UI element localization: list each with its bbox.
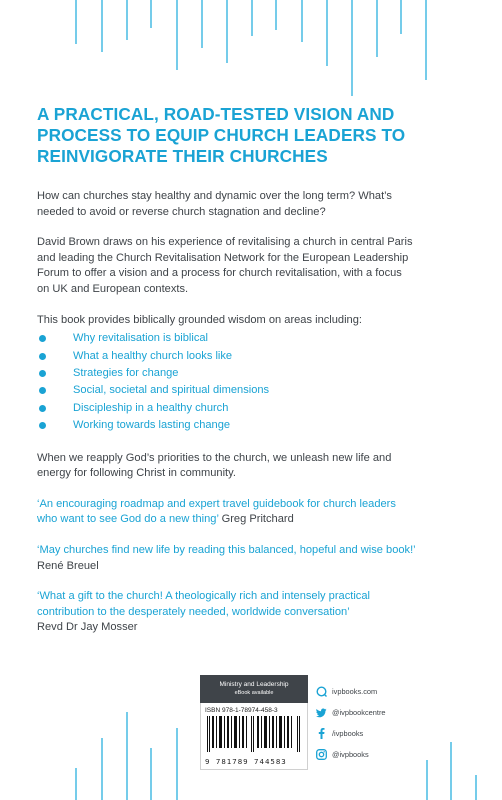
provides-paragraph: [37, 313, 467, 329]
list-item: [37, 400, 467, 417]
bullet-dot-icon: [39, 353, 46, 360]
text-line: on UK and European contexts.: [37, 282, 189, 295]
quote-text: ‘May churches find new life by reading this balanced, hopeful and wise book!’: [37, 543, 416, 556]
barcode-panel: [200, 675, 308, 770]
list-item-label: What a healthy church looks like: [73, 349, 233, 362]
barcode-icon: [205, 716, 303, 752]
list-item-label: Strategies for change: [73, 366, 179, 379]
facebook-icon: [316, 728, 327, 739]
bullet-dot-icon: [39, 405, 46, 412]
text-line: Forum to offer a vision and a process for church revitalisation, with a focus: [37, 267, 402, 280]
social-row: [316, 681, 386, 702]
quote-text: who want to see God do a new thing’: [37, 513, 219, 526]
list-item: [37, 348, 467, 365]
list-item: [37, 365, 467, 382]
list-item-label: Why revitalisation is biblical: [73, 332, 209, 345]
category-text: Ministry and Leadership: [219, 681, 289, 688]
headline-line: PROCESS TO EQUIP CHURCH LEADERS TO: [37, 125, 406, 145]
headline-line: REINVIGORATE THEIR CHURCHES: [37, 146, 328, 166]
list-item-label: Discipleship in a healthy church: [73, 401, 229, 414]
quote-attribution: Greg Pritchard: [218, 513, 294, 526]
endorsement-quote: [37, 543, 467, 574]
list-item: [37, 382, 467, 399]
text-line: How can churches stay healthy and dynamic over the long term? What’s: [37, 190, 392, 202]
instagram-handle: @ivpbooks: [332, 750, 369, 759]
endorsement-quote: [37, 589, 467, 636]
author-paragraph: [37, 235, 467, 297]
list-item-label: Working towards lasting change: [73, 419, 231, 432]
topics-list: [37, 330, 467, 434]
bullet-dot-icon: [39, 370, 46, 377]
barcode-number: 9 781789 744583: [205, 757, 287, 766]
text-line: When we reapply God’s priorities to the church, we unleash new life and: [37, 451, 392, 464]
isbn-text: ISBN 978-1-78974-458-3: [205, 707, 278, 714]
text-line: needed to avoid or reverse church stagnation and decline?: [37, 205, 326, 218]
headline: [37, 104, 467, 167]
twitter-icon: [316, 707, 327, 718]
social-row: [316, 702, 386, 723]
facebook-handle: /ivpbooks: [332, 729, 364, 738]
quote-text: ‘What a gift to the church! A theologically rich and intensely practical: [37, 590, 370, 603]
social-row: [316, 744, 386, 765]
barcode-box: [200, 703, 308, 770]
category-label: [200, 675, 308, 703]
list-item: [37, 417, 467, 434]
ebook-text: eBook available: [234, 690, 274, 696]
quote-text: ‘An encouraging roadmap and expert travel guidebook for church leaders: [37, 497, 396, 510]
social-links: [316, 681, 386, 765]
headline-line: A PRACTICAL, ROAD-TESTED VISION AND: [37, 104, 395, 124]
text-line: David Brown draws on his experience of revitalising a church in central Paris: [37, 236, 413, 249]
instagram-icon: [316, 749, 327, 760]
twitter-handle: @ivpbookcentre: [332, 708, 386, 717]
closing-paragraph: [37, 451, 467, 482]
bullet-dot-icon: [39, 422, 46, 429]
intro-paragraph: [37, 189, 467, 220]
website-text: ivpbooks.com: [332, 687, 378, 696]
text-line: energy for following Christ in community.: [37, 467, 236, 480]
list-item-label: Social, societal and spiritual dimensions: [73, 384, 270, 397]
quote-attribution: Revd Dr Jay Mosser: [37, 621, 138, 634]
list-item: [37, 330, 467, 347]
quote-text: contribution to the desperately needed, worldwide conversation’: [37, 605, 350, 618]
quote-attribution: René Breuel: [37, 559, 99, 572]
text-line: This book provides biblically grounded wisdom on areas including:: [37, 313, 362, 326]
bullet-dot-icon: [39, 387, 46, 394]
web-icon: [316, 686, 327, 697]
endorsement-quote: [37, 497, 467, 528]
social-row: [316, 723, 386, 744]
back-cover-content: [37, 104, 467, 651]
bullet-dot-icon: [39, 335, 46, 342]
text-line: and leading the Church Revitalisation Network for the European Leadership: [37, 251, 409, 264]
